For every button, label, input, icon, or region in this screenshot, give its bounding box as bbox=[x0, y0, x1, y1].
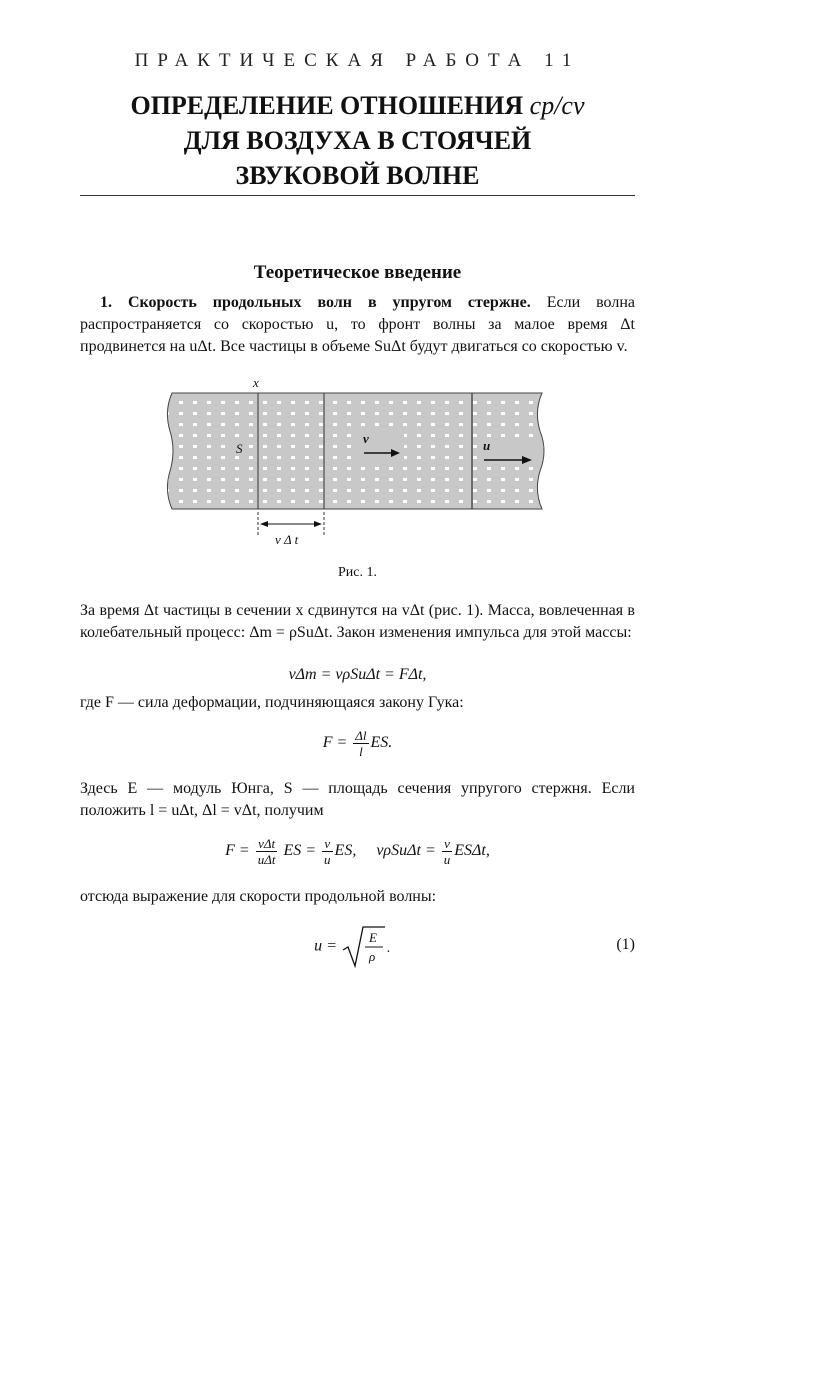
eq2-lhs: F = bbox=[322, 734, 348, 752]
eq4-dot: . bbox=[386, 941, 391, 956]
eq2-num: Δl bbox=[355, 728, 367, 743]
title-divider bbox=[80, 195, 635, 196]
paragraph-hooke: где F — сила деформации, подчиняющаяся закону Гука: bbox=[80, 694, 464, 711]
label-x: x bbox=[253, 376, 259, 390]
eq3-mid-2: ES, vρSuΔt = bbox=[334, 842, 436, 860]
equation-hooke bbox=[80, 728, 635, 759]
eq2-den: l bbox=[359, 744, 363, 759]
eq3-lhs: F = bbox=[225, 842, 250, 860]
dim-arrow-left bbox=[260, 521, 268, 527]
section-heading: Теоретическое введение bbox=[253, 262, 462, 283]
eq3-f2-num: v bbox=[322, 836, 333, 852]
sqrt-glyph bbox=[341, 924, 401, 970]
paragraph-intro bbox=[80, 292, 635, 358]
eq3-fraction-3 bbox=[442, 836, 453, 867]
figure-caption: Рис. 1. bbox=[338, 565, 377, 580]
title-line-3: ЗВУКОВОЙ ВОЛНЕ bbox=[235, 161, 480, 190]
equation-velocity bbox=[80, 924, 635, 970]
rod-diagram bbox=[162, 376, 552, 556]
eq3-fraction-2 bbox=[322, 836, 333, 867]
label-u: u bbox=[483, 438, 491, 453]
eq3-mid-1: ES = bbox=[283, 842, 317, 860]
eq3-f2-den: u bbox=[324, 852, 331, 867]
paragraph-mass: За время Δt частицы в сечении x сдвинутся на vΔt (рис. 1). Масса, вовлеченная в колебательный процесс: Δm = ρSuΔt. Закон изменения импульса для этой массы: bbox=[80, 602, 635, 641]
label-v: v bbox=[363, 431, 369, 446]
page-title bbox=[80, 88, 635, 193]
eq3-f3-den: u bbox=[443, 852, 451, 867]
eq4-num: E bbox=[368, 930, 377, 945]
sqrt-sign bbox=[341, 924, 401, 970]
paragraph-velocity: отсюда выражение для скорости продольной волны: bbox=[80, 888, 437, 905]
label-dim: v Δ t bbox=[275, 532, 299, 547]
eq4-den: ρ bbox=[368, 949, 376, 964]
eq3-fraction-1 bbox=[256, 836, 278, 867]
eq3-f1-num: vΔt bbox=[256, 836, 278, 852]
title-line-1-text: ОПРЕДЕЛЕНИЕ ОТНОШЕНИЯ bbox=[130, 91, 524, 120]
running-head: ПРАКТИЧЕСКАЯ РАБОТА 11 bbox=[134, 50, 581, 71]
title-ratio: cp/cv bbox=[529, 91, 585, 120]
eq2-fraction bbox=[353, 728, 368, 759]
label-s: S bbox=[236, 441, 243, 456]
subsection-title: 1. Скорость продольных волн в упругом стержне. bbox=[100, 294, 531, 311]
equation-momentum: vΔm = vρSuΔt = FΔt, bbox=[288, 666, 427, 683]
eq3-f1-den: uΔt bbox=[257, 852, 276, 867]
equation-number: (1) bbox=[616, 936, 635, 953]
eq3-end: ESΔt, bbox=[454, 842, 490, 860]
title-line-2: ДЛЯ ВОЗДУХА В СТОЯЧЕЙ bbox=[183, 126, 532, 155]
equation-force bbox=[80, 836, 635, 867]
eq2-rhs: ES. bbox=[370, 734, 393, 752]
paragraph-intro-text: Если волна распространяется со скоростью u, то фронт волны за малое время Δt продвинется на uΔt. Все частицы в объеме SuΔt будут двигаться со скоростью v. bbox=[80, 294, 635, 355]
eq3-f3-num: v bbox=[442, 836, 453, 852]
paragraph-young: Здесь E — модуль Юнга, S — площадь сечения упругого стержня. Если положить l = uΔt, Δl = vΔt, получим bbox=[80, 780, 635, 819]
dim-arrow-right bbox=[314, 521, 322, 527]
eq4-lhs: u = bbox=[314, 937, 337, 955]
title-line-1 bbox=[80, 88, 635, 123]
